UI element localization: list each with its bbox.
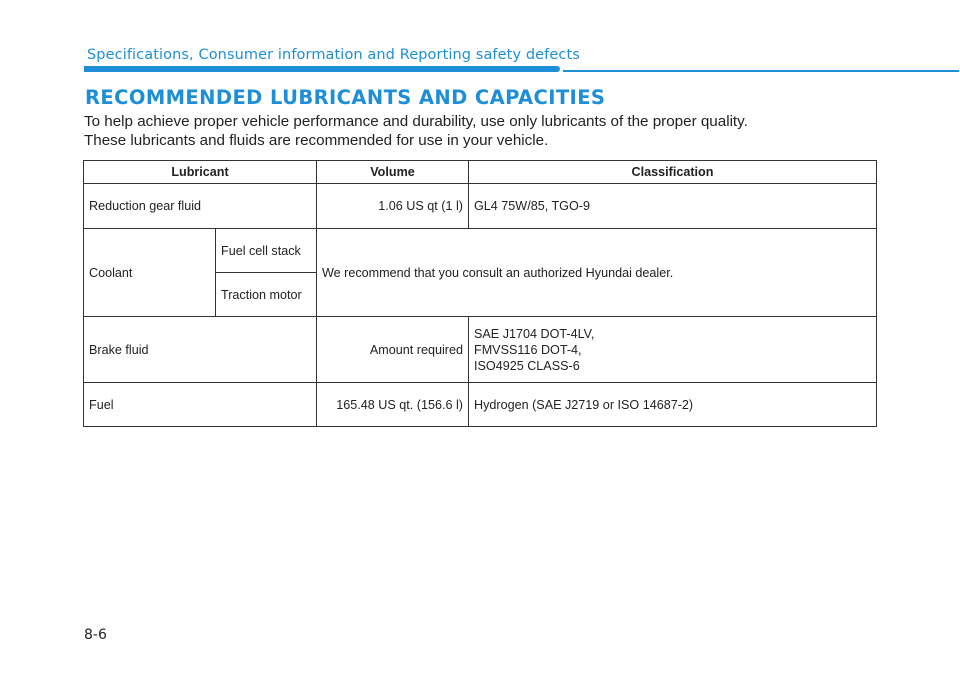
header-rule: [563, 70, 959, 72]
lubricant-cell: Fuel: [84, 383, 317, 427]
page-title: RECOMMENDED LUBRICANTS AND CAPACITIES: [85, 86, 606, 109]
page-number: 8-6: [84, 627, 107, 643]
table-row-fuel: [84, 383, 877, 427]
intro-text-1: To help achieve proper vehicle performance and durability, use only lubricants of the proper quality.: [84, 113, 748, 130]
table-row-brake: [84, 317, 877, 383]
classification-line: ISO4925 CLASS-6: [474, 358, 580, 373]
section-header: Specifications, Consumer information and Reporting safety defects: [87, 47, 580, 63]
table-row-coolant: [84, 229, 877, 273]
coolant-sub-cell: Fuel cell stack: [216, 229, 317, 273]
intro-text-2: These lubricants and fluids are recommended for use in your vehicle.: [84, 132, 549, 149]
header-volume: Volume: [317, 161, 469, 184]
classification-line: SAE J1704 DOT-4LV,: [474, 326, 595, 341]
lubricant-cell: Reduction gear fluid: [84, 184, 317, 229]
table-row-reduction-gear: [84, 184, 877, 229]
header-lubricant: Lubricant: [84, 161, 317, 184]
coolant-note-cell: We recommend that you consult an authorized Hyundai dealer.: [317, 229, 877, 317]
header-accent-bar: [84, 66, 560, 72]
volume-cell: 165.48 US qt. (156.6 l): [317, 383, 469, 427]
classification-line: FMVSS116 DOT-4,: [474, 342, 582, 357]
classification-cell: GL4 75W/85, TGO-9: [469, 184, 877, 229]
volume-cell: 1.06 US qt (1 l): [317, 184, 469, 229]
lubricant-cell: Coolant: [84, 229, 216, 317]
header-classification: Classification: [469, 161, 877, 184]
lubricant-cell: Brake fluid: [84, 317, 317, 383]
volume-cell: Amount required: [317, 317, 469, 383]
classification-cell: Hydrogen (SAE J2719 or ISO 14687-2): [469, 383, 877, 427]
coolant-sub-cell: Traction motor: [216, 273, 317, 317]
table-header-row: [84, 161, 877, 184]
lubricants-table: [83, 160, 877, 427]
classification-cell: [469, 317, 877, 383]
